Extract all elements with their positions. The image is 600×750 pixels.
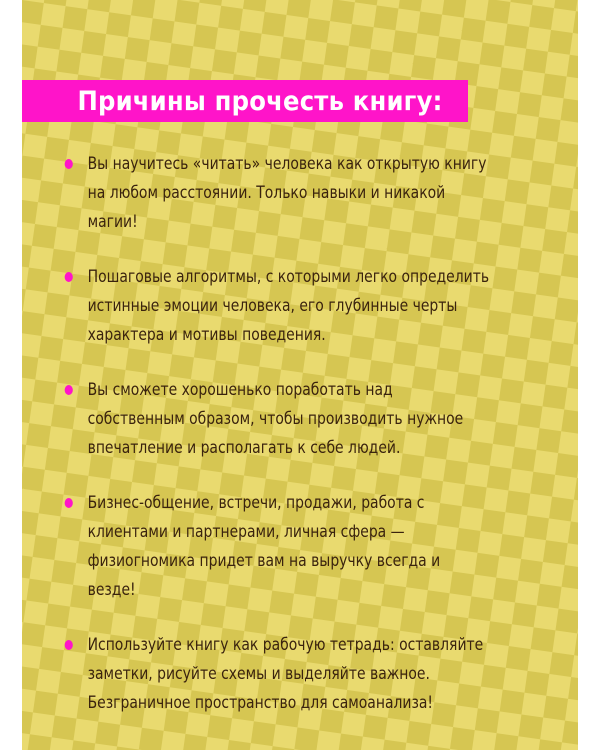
list-item bbox=[22, 376, 498, 463]
book-page bbox=[22, 0, 578, 750]
reason-text: Пошаговые алгоритмы, с которыми легко определить истинные эмоции человека, его глубинные черты характера и мотивы поведения. bbox=[87, 267, 490, 345]
reason-text: Бизнес-общение, встречи, продажи, работа с клиентами и партнерами, личная сфера — физиогномика придет вам на выручку всегда и везде! bbox=[87, 493, 441, 600]
bullet-dot-icon bbox=[65, 385, 73, 395]
list-item bbox=[22, 489, 498, 605]
bullet-dot-icon bbox=[65, 159, 73, 169]
bullet-dot-icon bbox=[65, 272, 73, 282]
page-title: Причины прочесть книгу: bbox=[77, 85, 443, 117]
reason-text: Вы сможете хорошенько поработать над собственным образом, чтобы производить нужное впечатление и располагать к себе людей. bbox=[87, 380, 464, 458]
reasons-list bbox=[22, 150, 578, 744]
title-banner bbox=[22, 80, 468, 122]
list-item bbox=[22, 631, 498, 718]
bullet-dot-icon bbox=[65, 498, 73, 508]
bullet-dot-icon bbox=[65, 640, 73, 650]
reason-text: Вы научитесь «читать» человека как открытую книгу на любом расстоянии. Только навыки и никакой магии! bbox=[87, 154, 487, 232]
list-item bbox=[22, 150, 498, 237]
list-item bbox=[22, 263, 498, 350]
reason-text: Используйте книгу как рабочую тетрадь: оставляйте заметки, рисуйте схемы и выделяйте важное. Безграничное пространство для самоанализа! bbox=[87, 635, 484, 713]
